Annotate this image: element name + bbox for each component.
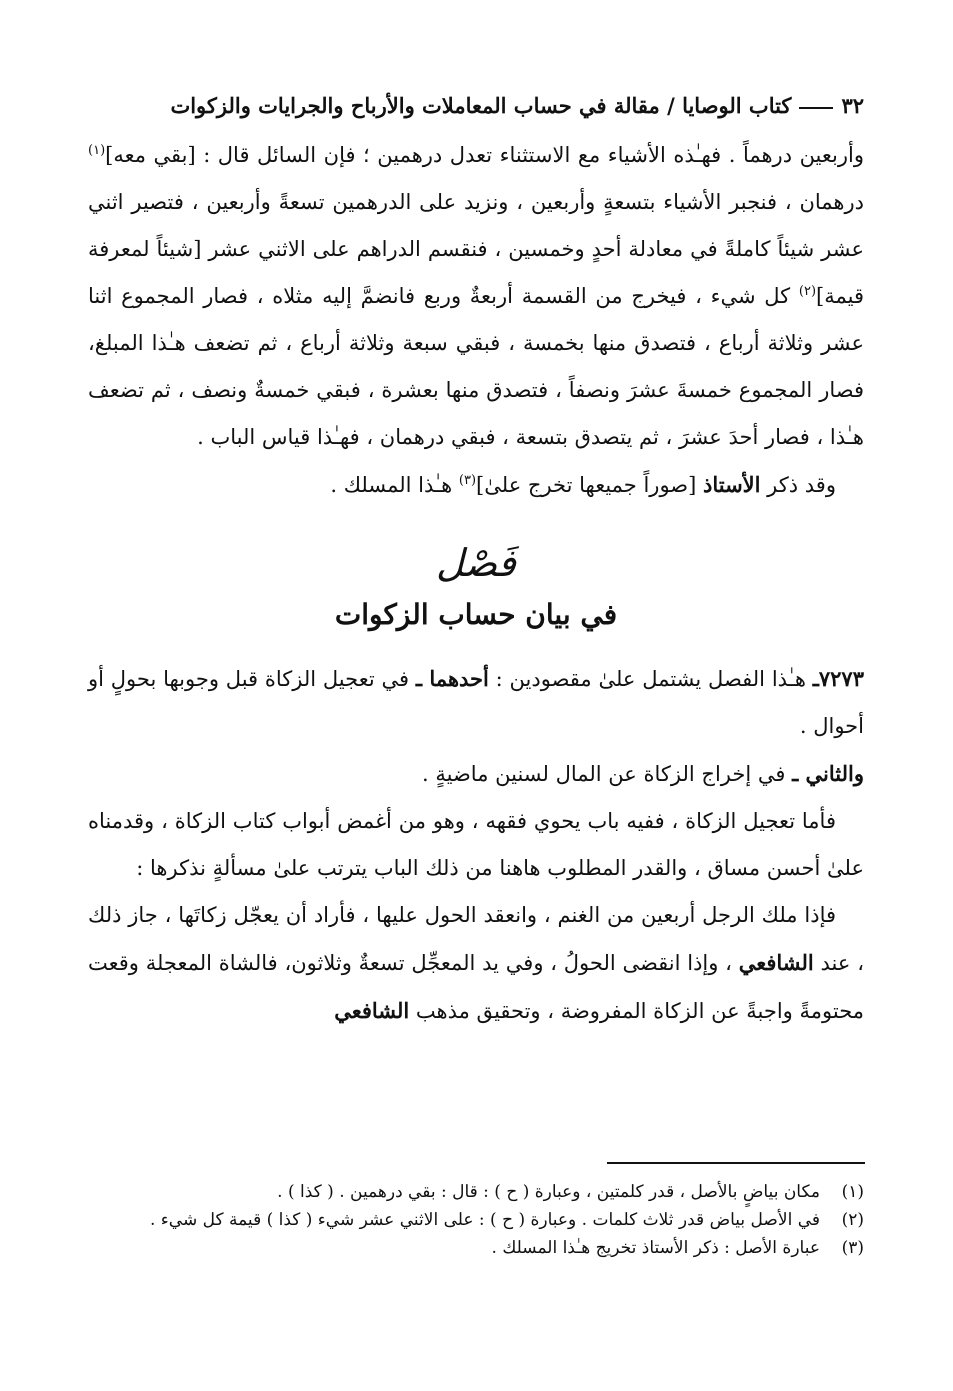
bold-name: الشافعي (738, 950, 814, 975)
paragraph-1 (88, 132, 864, 461)
footnote-3 (88, 1234, 864, 1262)
paragraph-5 (88, 798, 864, 892)
footnote-ref-3[interactable]: (٣) (458, 473, 477, 488)
paragraph-4 (88, 750, 864, 798)
footnote-text: عبارة الأصل : ذكر الأستاذ تخريج هـٰذا المسلك . (491, 1238, 820, 1258)
footnote-ref-1[interactable]: (١) (88, 143, 106, 158)
text-run: ، وإذا انقضى الحولُ ، وفي يد المعجِّل تسعةٌ وثلاثون، فالشاة المعجلة وقعت محتومةً واجبةً عن الزكاة المفروضة ، وتحقيق مذهب (88, 951, 864, 1023)
header-dash (799, 107, 833, 109)
text-run: هـٰذا الفصل يشتمل علىٰ مقصودين : (488, 667, 813, 691)
footnote-separator (607, 1162, 865, 1164)
footnote-ref-2[interactable]: (٢) (798, 284, 817, 299)
footnote-text: في الأصل بياض قدر ثلاث كلمات . وعبارة ( ح ) : على الاثني عشر شيء ( كذا ) قيمة كل شيء . (150, 1210, 820, 1230)
paragraph-2 (88, 461, 864, 509)
running-header (88, 88, 864, 132)
footnote-number: (٢) (841, 1210, 864, 1230)
text-run: كل شيء ، فيخرج من القسمة أربعةٌ وربع فانضمَّ إليه مثلاه ، فصار المجموع اثنا عشر وثلاثة أرباع ، فتصدق منها بخمسة ، فبقي سبعة وثلاثة أرباع ، ثم تضعف هـٰذا المبلغ، فصار المجموع خمسةَ عشرَ ونصفاً ، فتصدق منها بعشرة ، فبقي خمسةٌ ونصف ، ثم تضعف هـٰذا ، فصار أحدَ عشرَ ، ثم يتصدق بتسعة ، فبقي درهمان ، فهـٰذا قياس الباب . (88, 284, 864, 449)
footnote-2 (88, 1206, 864, 1234)
bold-name: الأستاذ (703, 472, 761, 497)
text-run: فأما تعجيل الزكاة ، ففيه باب يحوي فقهه ، وهو من أغمض أبواب كتاب الزكاة ، وقدمناه علىٰ أحسن مساق ، والقدر المطلوب هاهنا من ذلك الباب يترتب علىٰ مسألةٍ نذكرها : (88, 809, 864, 880)
paragraph-6 (88, 892, 864, 1035)
text-run: وقد ذكر (760, 473, 836, 497)
section-ornament: فَصْل (436, 541, 516, 585)
footnote-number: (١) (841, 1182, 864, 1202)
paragraph-number: ٧٢٧٣ـ (812, 666, 864, 691)
paragraph-3 (88, 655, 864, 750)
footnote-number: (٣) (841, 1238, 864, 1258)
bold-name: الشافعي (334, 998, 410, 1023)
page (88, 88, 864, 1035)
body-text (88, 132, 864, 509)
text-run: وأربعين درهماً . فهـٰذه الأشياء مع الاستثناء تعدل درهمين ؛ فإن السائل قال : [بقي معه] (105, 143, 864, 167)
text-run: في إخراج الزكاة عن المال لسنين ماضيةٍ . (422, 762, 793, 786)
text-run: في تعجيل الزكاة قبل وجوبها بحولٍ أو أحوال . (88, 667, 864, 738)
footnote-1 (88, 1178, 864, 1206)
text-run: درهمان ، فنجبر الأشياء بتسعةٍ وأربعين ، ونزيد على الدرهمين تسعةً وأربعين ، فتصير اثني عشر شيئاً كاملةً في معادلة أحدٍ وخمسين ، فنقسم الدراهم على الاثني عشر [شيئاً لمعرفة قيمة] (88, 190, 864, 308)
header-title: كتاب الوصايا / مقالة في حساب المعاملات والأرباح والجرايات والزكوات (170, 93, 792, 118)
bold-term: أحدهما ـ (415, 666, 489, 691)
text-run: [صوراً جميعها تخرج علىٰ] (476, 473, 703, 497)
footnotes (88, 1178, 864, 1262)
text-run: هـٰذا المسلك . (330, 473, 459, 497)
text-run: فإذا ملك الرجل أربعين من الغنم ، وانعقد الحول عليها ، فأراد أن يعجّل زكاتَها ، جاز ذلك ، عند (88, 903, 864, 975)
body-text-2 (88, 655, 864, 1035)
section-title: في بيان حساب الزكوات (334, 598, 618, 631)
page-number: ٣٢ (841, 93, 864, 118)
bold-term: والثاني ـ (792, 761, 864, 786)
footnote-text: مكان بياضٍ بالأصل ، قدر كلمتين ، وعبارة ( ح ) : قال : بقي درهمين . ( كذا ) . (277, 1182, 820, 1202)
